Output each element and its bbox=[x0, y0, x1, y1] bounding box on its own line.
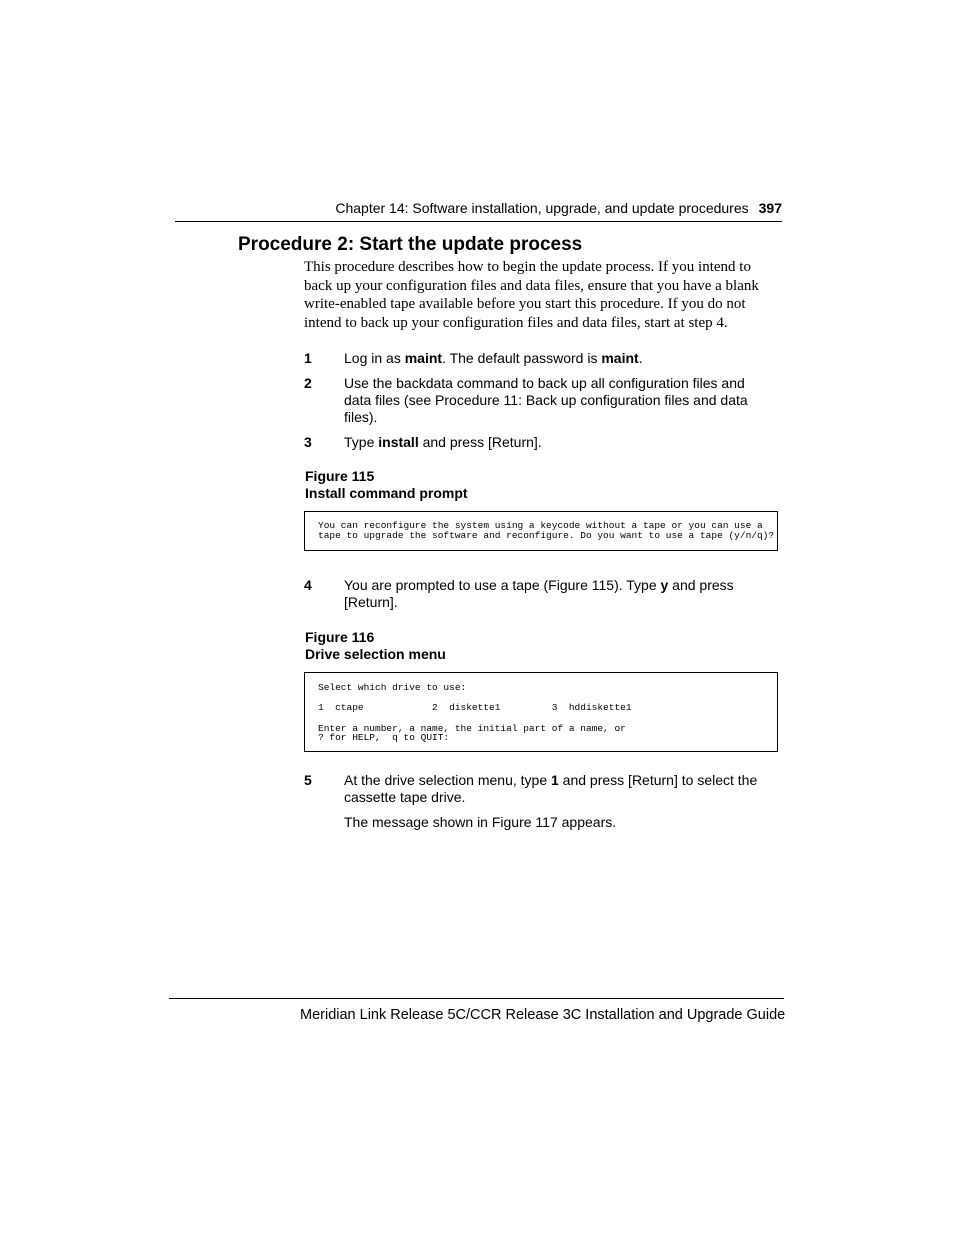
footer-title: Meridian Link Release 5C/CCR Release 3C Installation and Upgrade Guide bbox=[300, 1007, 786, 1023]
figure-115-caption: Install command prompt bbox=[305, 485, 468, 501]
drive-menu-line-3: Enter a number, a name, the initial part of a name, or bbox=[318, 723, 626, 734]
drive-menu-line-1: Select which drive to use: bbox=[318, 682, 467, 693]
header-rule bbox=[175, 221, 782, 222]
step-1-number: 1 bbox=[304, 350, 312, 366]
chapter-title: Chapter 14: Software installation, upgrade, and update procedures bbox=[335, 200, 749, 216]
step-5-key: 1 bbox=[551, 772, 559, 788]
running-header bbox=[330, 200, 782, 216]
figure-116-caption: Drive selection menu bbox=[305, 646, 446, 662]
step-5-text-a: At the drive selection menu, type bbox=[344, 772, 551, 788]
figure-116-number: Figure 116 bbox=[305, 629, 375, 645]
step-4-number: 4 bbox=[304, 577, 312, 593]
drive-menu-options: 1 ctape 2 diskette1 3 hddiskette1 bbox=[318, 702, 632, 713]
footer-rule bbox=[169, 998, 784, 999]
step-3-command: install bbox=[378, 434, 419, 450]
install-prompt-box bbox=[304, 511, 778, 551]
step-1-text-d: . bbox=[638, 350, 643, 366]
step-1-password: maint bbox=[601, 350, 639, 366]
step-1-username: maint bbox=[404, 350, 443, 366]
page-number: 397 bbox=[758, 200, 782, 216]
install-prompt-line-1: You can reconfigure the system using a keycode without a tape or you can use a bbox=[318, 520, 763, 531]
procedure-intro: This procedure describes how to begin the update process. If you intend to back up your configuration files and data files, ensure that you have a blank write-enabled tape available before you start this procedure. If you do not intend to back up your configuration files and data files, start at step 4. bbox=[304, 259, 759, 332]
step-4-text-a: You are prompted to use a tape (Figure 115). Type bbox=[344, 577, 661, 593]
drive-menu-box bbox=[304, 672, 778, 752]
step-5-number: 5 bbox=[304, 772, 312, 788]
step-3-text-a: Type bbox=[344, 434, 379, 450]
step-2-number: 2 bbox=[304, 375, 312, 391]
step-5-text bbox=[344, 772, 764, 806]
step-4-key: y bbox=[660, 577, 669, 593]
step-5-note: The message shown in Figure 117 appears. bbox=[344, 814, 617, 830]
step-1-text bbox=[344, 350, 764, 367]
step-1-text-c: . The default password is bbox=[442, 350, 602, 366]
figure-115-number: Figure 115 bbox=[305, 468, 375, 484]
step-2-text: Use the backdata command to back up all configuration files and data files (see Procedure 11: Back up configuration files and data files). bbox=[344, 375, 748, 425]
drive-menu-line-4: ? for HELP, q to QUIT: bbox=[318, 732, 450, 743]
step-4-text bbox=[344, 577, 759, 611]
procedure-title: Procedure 2: Start the update process bbox=[238, 234, 583, 255]
step-5-text-c: and press [Return] to select the cassette tape drive. bbox=[344, 772, 758, 805]
step-1-text-a: Log in as bbox=[344, 350, 405, 366]
step-4-text-c: and press [Return]. bbox=[344, 577, 734, 610]
step-3-text bbox=[344, 434, 764, 451]
step-3-text-c: and press [Return]. bbox=[418, 434, 542, 450]
install-prompt-line-2: tape to upgrade the software and reconfigure. Do you want to use a tape (y/n/q)? bbox=[318, 530, 775, 541]
step-3-number: 3 bbox=[304, 434, 312, 450]
